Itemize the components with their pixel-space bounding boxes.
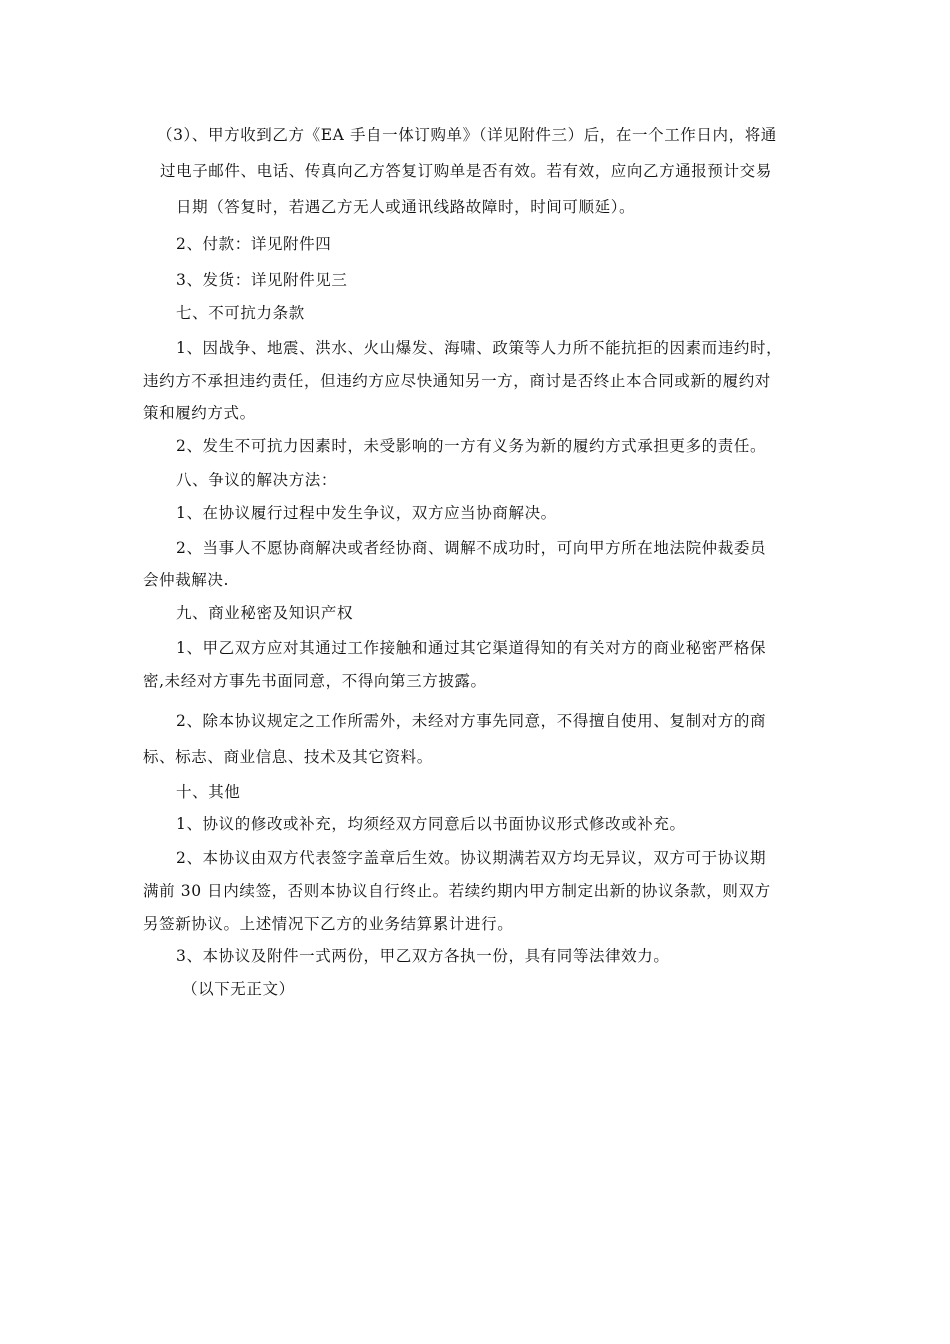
section9-heading: 九、商业秘密及知识产权 [176,604,354,622]
section8-item1: 1、在协议履行过程中发生争议，双方应当协商解决。 [176,504,557,522]
section7-item2: 2、发生不可抗力因素时，未受影响的一方有义务为新的履约方式承担更多的责任。 [176,437,767,455]
section8-heading: 八、争议的解决方法： [176,471,338,489]
section9-item1-line1: 1、甲乙双方应对其通过工作接触和通过其它渠道得知的有关对方的商业秘密严格保 [176,639,767,657]
section6-item1-sub3-line2: 过电子邮件、电话、传真向乙方答复订购单是否有效。若有效，应向乙方通报预计交易 [160,162,772,180]
section10-item2-line3: 另签新协议。上述情况下乙方的业务结算累计进行。 [143,915,514,933]
section8-item2-line1: 2、当事人不愿协商解决或者经协商、调解不成功时，可向甲方所在地法院仲裁委员 [176,539,767,557]
section6-item3: 3、发货：详见附件见三 [176,271,348,289]
section7-item1-line3: 策和履约方式。 [143,404,256,422]
section7-heading: 七、不可抗力条款 [176,304,305,322]
section6-item1-sub3-line1: （3）、甲方收到乙方《EA 手自一体订购单》（详见附件三）后，在一个工作日内，将通 [157,126,777,144]
section10-item1: 1、协议的修改或补充，均须经双方同意后以书面协议形式修改或补充。 [176,815,686,833]
section10-item2-line1: 2、本协议由双方代表签字盖章后生效。协议期满若双方均无异议，双方可于协议期 [176,849,767,867]
section9-item2-line1: 2、除本协议规定之工作所需外，未经对方事先同意，不得擅自使用、复制对方的商 [176,712,767,730]
section7-item1-line2: 违约方不承担违约责任，但违约方应尽快通知另一方，商讨是否终止本合同或新的履约对 [143,372,771,390]
section9-item1-line2: 密,未经对方事先书面同意，不得向第三方披露。 [143,672,487,690]
section10-heading: 十、其他 [176,783,241,801]
section7-item1-line1: 1、因战争、地震、洪水、火山爆发、海啸、政策等人力所不能抗拒的因素而违约时， [176,339,783,357]
section8-item2-line2: 会仲裁解决. [143,571,230,589]
section9-item2-line2: 标、标志、商业信息、技术及其它资料。 [143,748,433,766]
section6-item2: 2、付款：详见附件四 [176,235,332,253]
section6-item1-sub3-line3: 日期（答复时，若遇乙方无人或通讯线路故障时，时间可顺延）。 [176,198,636,216]
section10-item3: 3、本协议及附件一式两份，甲乙双方各执一份，具有同等法律效力。 [176,947,670,965]
end-note: （以下无正文） [182,980,295,998]
section10-item2-line2: 满前 30 日内续签，否则本协议自行终止。若续约期内甲方制定出新的协议条款，则双方 [143,882,771,900]
